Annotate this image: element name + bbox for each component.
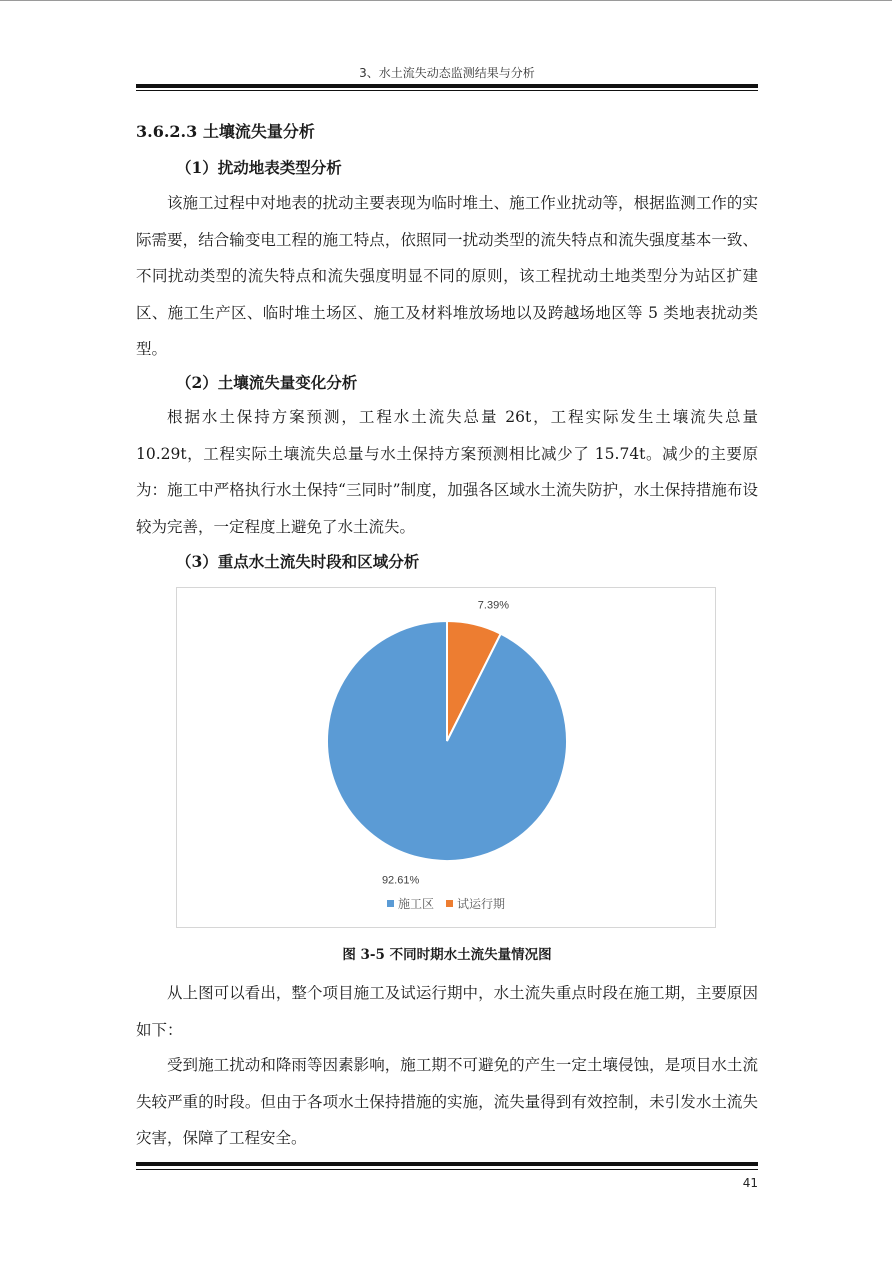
pie-slice-1	[327, 621, 567, 861]
conclusion-paragraph-2: 受到施工扰动和降雨等因素影响，施工期不可避免的产生一定土壤侵蚀，是项目水土流失较严重的时段。但由于各项水土保持措施的实施，流失量得到有效控制，未引发水土流失灾害，保障了工程安全。	[136, 1056, 758, 1147]
figure-caption: 图 3-5 不同时期水土流失量情况图	[342, 947, 552, 963]
subsection-2-paragraph: 根据水土保持方案预测，工程水土流失总量 26t，工程实际发生土壤流失总量 10.29t，工程实际土壤流失总量与水土保持方案预测相比减少了 15.74t。减少的主要原为：施工中严格执行水土保持“三同时”制度，加强各区域水土流失防护，水土保持措施布设较为完善，一定程度上避免了水土流失。	[136, 408, 758, 536]
subsection-2-heading: （2）土壤流失量变化分析	[176, 373, 358, 392]
section-title: 3.6.2.3 土壤流失量分析	[136, 122, 315, 141]
legend-swatch-0	[387, 900, 394, 907]
subsection-1-paragraph: 该施工过程中对地表的扰动主要表现为临时堆土、施工作业扰动等，根据监测工作的实际需要，结合输变电工程的施工特点，依照同一扰动类型的流失特点和流失强度基本一致、不同扰动类型的流失特点和流失强度明显不同的原则，该工程扰动土地类型分为站区扩建区、施工生产区、临时堆土场区、施工及材料堆放场地以及跨越场地区等 5 类地表扰动类型。	[136, 194, 758, 358]
conclusion-paragraph-1: 从上图可以看出，整个项目施工及试运行期中，水土流失重点时段在施工期，主要原因如下：	[136, 984, 758, 1039]
header-rule-thin	[136, 90, 758, 91]
legend-swatch-1	[446, 900, 453, 907]
subsection-1-heading: （1）扰动地表类型分析	[176, 158, 342, 177]
subsection-3-heading: （3）重点水土流失时段和区域分析	[176, 552, 420, 571]
page-number: 41	[742, 1176, 758, 1190]
pie-data-label-1: 92.61%	[381, 874, 420, 887]
legend-label-0: 施工区	[398, 897, 435, 911]
legend-label-1: 试运行期	[457, 897, 506, 911]
pie-chart-figure	[176, 587, 716, 928]
pie-data-label-0: 7.39%	[477, 599, 510, 612]
pie-chart-svg	[177, 588, 717, 929]
footer-rule-thick	[136, 1162, 758, 1166]
page-top-edge	[0, 0, 892, 1]
header-rule-thick	[136, 84, 758, 88]
running-header: 3、水土流失动态监测结果与分析	[359, 66, 535, 80]
footer-rule-thin	[136, 1169, 758, 1170]
